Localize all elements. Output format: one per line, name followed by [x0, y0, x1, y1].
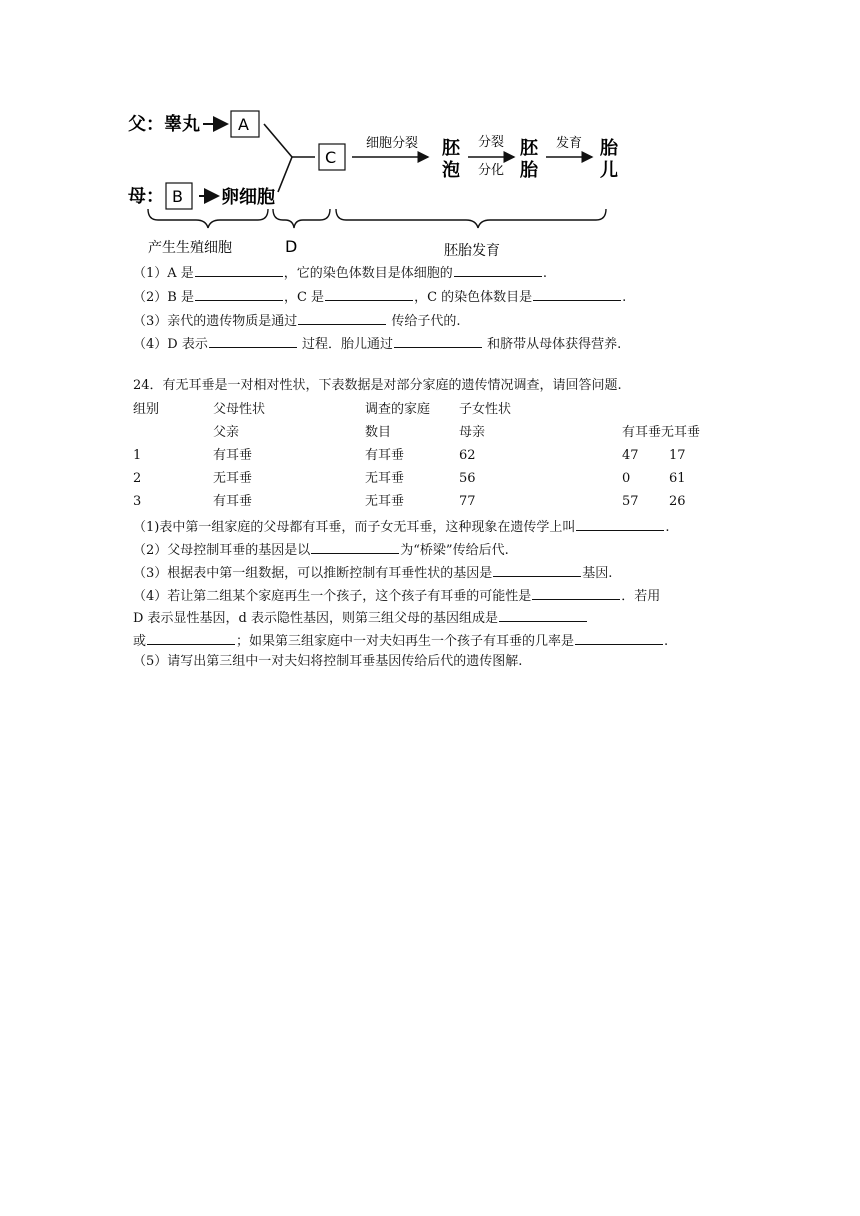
box-c-label: C — [325, 148, 337, 167]
brace-d-label: D — [285, 237, 298, 256]
differentiate-label: 分化 — [478, 163, 505, 178]
answer-blank[interactable] — [325, 286, 413, 301]
fetus-label-1: 胎 — [600, 138, 618, 159]
table-row: 2 无耳垂 无耳垂 56 0 61 — [133, 471, 686, 486]
q23-line-2: （2）B 是 ，C 是 ，C 的染色体数目是 . — [133, 286, 626, 307]
answer-blank[interactable] — [499, 607, 587, 622]
answer-blank[interactable] — [195, 286, 283, 301]
answer-blank[interactable] — [195, 262, 283, 277]
mother-label: 母： — [128, 186, 164, 207]
divide-label: 分裂 — [478, 135, 505, 150]
brace-embryo-development-label: 胚胎发育 — [444, 243, 500, 259]
father-label: 父：睾丸 — [128, 114, 200, 135]
embryo-label-2: 胎 — [520, 160, 538, 181]
answer-blank[interactable] — [493, 562, 581, 577]
brace-d — [273, 209, 330, 228]
blastocyst-label-1: 胚 — [442, 138, 460, 159]
cell-division-label: 细胞分裂 — [366, 136, 419, 151]
table-header-row-2: 父亲 数目 母亲 有耳垂 无耳垂 — [213, 425, 701, 440]
q24-sub-1: （1)表中第一组家庭的父母都有耳垂，而子女无耳垂，这种现象在遗传学上叫 . — [133, 516, 669, 537]
answer-blank[interactable] — [209, 333, 297, 348]
answer-blank[interactable] — [576, 516, 664, 531]
answer-blank[interactable] — [394, 333, 482, 348]
answer-blank[interactable] — [298, 310, 386, 325]
q24-sub-4-line-1: （4）若让第二组某个家庭再生一个孩子，这个孩子有耳垂的可能性是 ．若用 — [133, 585, 660, 606]
q24-sub-2: （2）父母控制耳垂的基因是以 为“桥梁”传给后代. — [133, 539, 509, 560]
q23-line-3: （3）亲代的遗传物质是通过 传给子代的. — [133, 310, 461, 331]
blastocyst-label-2: 泡 — [442, 160, 460, 181]
egg-cell-label: 卵细胞 — [221, 187, 275, 208]
q23-line-1: （1）A 是 ，它的染色体数目是体细胞的 . — [133, 262, 547, 283]
q24-sub-3: （3）根据表中第一组数据，可以推断控制有耳垂性状的基因是 基因. — [133, 562, 612, 583]
answer-blank[interactable] — [311, 539, 399, 554]
q23-line-4: （4）D 表示 过程．胎儿通过 和脐带从母体获得营养. — [133, 333, 621, 354]
table-row: 1 有耳垂 有耳垂 62 47 17 — [133, 448, 686, 463]
answer-blank[interactable] — [454, 262, 542, 277]
fertilization-diagram — [128, 102, 624, 260]
embryo-label-1: 胚 — [520, 138, 538, 159]
brace-germ-cells-label: 产生生殖细胞 — [148, 240, 232, 256]
box-a-label: A — [238, 115, 249, 134]
q24-sub-4-line-2: D 表示显性基因，d 表示隐性基因，则第三组父母的基因组成是 — [133, 607, 588, 628]
table-row: 3 有耳垂 无耳垂 77 57 26 — [133, 494, 686, 509]
develop-label: 发育 — [556, 136, 583, 151]
brace-embryo-development — [336, 209, 606, 228]
answer-blank[interactable] — [533, 286, 621, 301]
answer-blank[interactable] — [147, 630, 235, 645]
table-header-row-1: 组别 父母性状 调查的家庭 子女性状 — [133, 402, 512, 417]
answer-blank[interactable] — [532, 585, 620, 600]
brace-germ-cells — [148, 209, 268, 228]
q24-sub-4-line-3: 或 ；如果第三组家庭中一对夫妇再生一个孩子有耳垂的几率是 . — [133, 630, 668, 651]
q24-intro: 24．有无耳垂是一对相对性状，下表数据是对部分家庭的遗传情况调查，请回答问题. — [133, 378, 622, 393]
box-b-label: B — [172, 187, 183, 206]
fetus-label-2: 儿 — [600, 160, 618, 181]
answer-blank[interactable] — [575, 630, 663, 645]
q24-sub-5: （5）请写出第三组中一对夫妇将控制耳垂基因传给后代的遗传图解. — [133, 654, 523, 669]
